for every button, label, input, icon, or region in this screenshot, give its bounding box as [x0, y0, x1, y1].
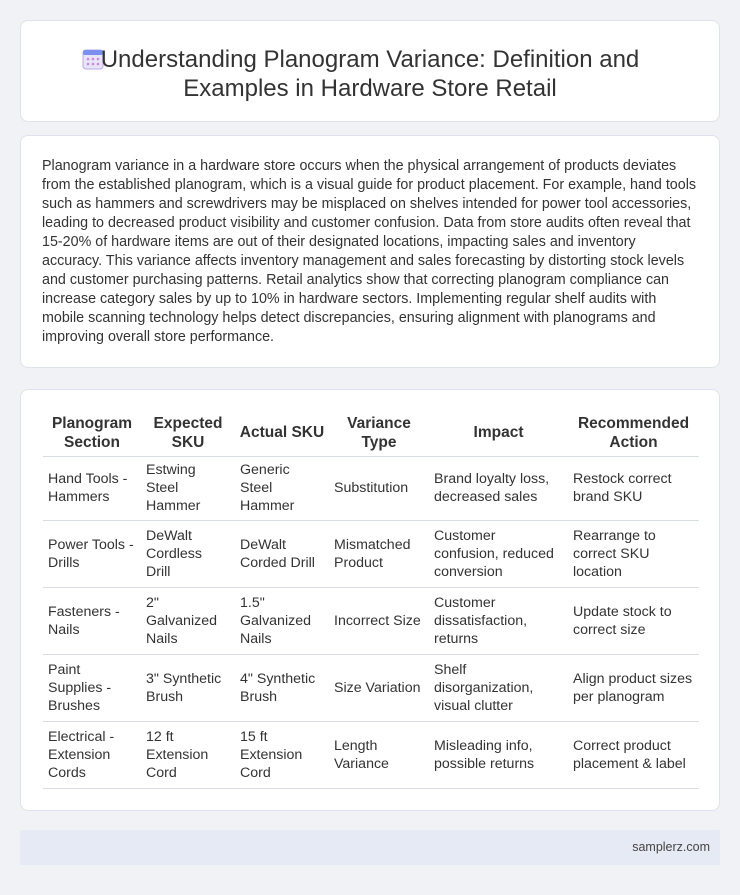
cell-expected-sku: 12 ft Extension Cord [141, 721, 235, 788]
table-row [43, 721, 699, 788]
cell-variance-type: Mismatched Product [329, 520, 429, 587]
cell-section: Fasteners - Nails [43, 587, 141, 654]
cell-action: Correct product placement & label [568, 721, 699, 788]
cell-expected-sku: Estwing Steel Hammer [141, 456, 235, 520]
cell-section: Hand Tools - Hammers [43, 456, 141, 520]
cell-action: Align product sizes per planogram [568, 654, 699, 721]
table-row [43, 520, 699, 587]
cell-variance-type: Length Variance [329, 721, 429, 788]
cell-expected-sku: DeWalt Cordless Drill [141, 520, 235, 587]
cell-action: Rearrange to correct SKU location [568, 520, 699, 587]
title-card [20, 20, 720, 122]
table-row [43, 587, 699, 654]
page-title: Understanding Planogram Variance: Definition and Examples in Hardware Store Retail [100, 46, 640, 102]
cell-impact: Shelf disorganization, visual clutter [429, 654, 568, 721]
cell-variance-type: Incorrect Size [329, 587, 429, 654]
footer-site-label: samplerz.com [632, 840, 710, 854]
footer-bar [20, 830, 720, 865]
cell-impact: Customer confusion, reduced conversion [429, 520, 568, 587]
cell-variance-type: Size Variation [329, 654, 429, 721]
cell-actual-sku: 1.5" Galvanized Nails [235, 587, 329, 654]
cell-impact: Customer dissatisfaction, returns [429, 587, 568, 654]
header-impact: Impact [429, 410, 568, 456]
header-recommended-action: Recommended Action [568, 410, 699, 456]
cell-expected-sku: 2" Galvanized Nails [141, 587, 235, 654]
header-actual-sku: Actual SKU [235, 410, 329, 456]
table-card [20, 389, 720, 811]
cell-section: Paint Supplies - Brushes [43, 654, 141, 721]
cell-expected-sku: 3" Synthetic Brush [141, 654, 235, 721]
cell-actual-sku: DeWalt Corded Drill [235, 520, 329, 587]
variance-table [43, 410, 699, 789]
cell-actual-sku: Generic Steel Hammer [235, 456, 329, 520]
cell-section: Electrical - Extension Cords [43, 721, 141, 788]
table-header-row [43, 410, 699, 456]
header-expected-sku: Expected SKU [141, 410, 235, 456]
cell-actual-sku: 15 ft Extension Cord [235, 721, 329, 788]
header-planogram-section: Planogram Section [43, 410, 141, 456]
intro-card [20, 135, 720, 368]
cell-action: Update stock to correct size [568, 587, 699, 654]
cell-impact: Brand loyalty loss, decreased sales [429, 456, 568, 520]
cell-action: Restock correct brand SKU [568, 456, 699, 520]
cell-impact: Misleading info, possible returns [429, 721, 568, 788]
table-row [43, 654, 699, 721]
cell-variance-type: Substitution [329, 456, 429, 520]
table-row [43, 456, 699, 520]
intro-paragraph: Planogram variance in a hardware store occurs when the physical arrangement of products deviates from the established planogram, which is a visual guide for product placement. For example, hand tools such as hammers and screwdrivers may be misplaced on shelves intended for power tool accessories, leading to decreased product visibility and customer confusion. Data from store audits often reveal that 15-20% of hardware items are out of their designated locations, impacting sales and inventory accuracy. This variance affects inventory management and sales forecasting by distorting stock levels and customer purchasing patterns. Retail analytics show that correcting planogram compliance can increase category sales by up to 10% in hardware sectors. Implementing regular shelf audits with mobile scanning technology helps detect discrepancies, ensuring alignment with planograms and improving overall store performance. [42, 158, 697, 345]
cell-section: Power Tools - Drills [43, 520, 141, 587]
cell-actual-sku: 4" Synthetic Brush [235, 654, 329, 721]
header-variance-type: Variance Type [329, 410, 429, 456]
